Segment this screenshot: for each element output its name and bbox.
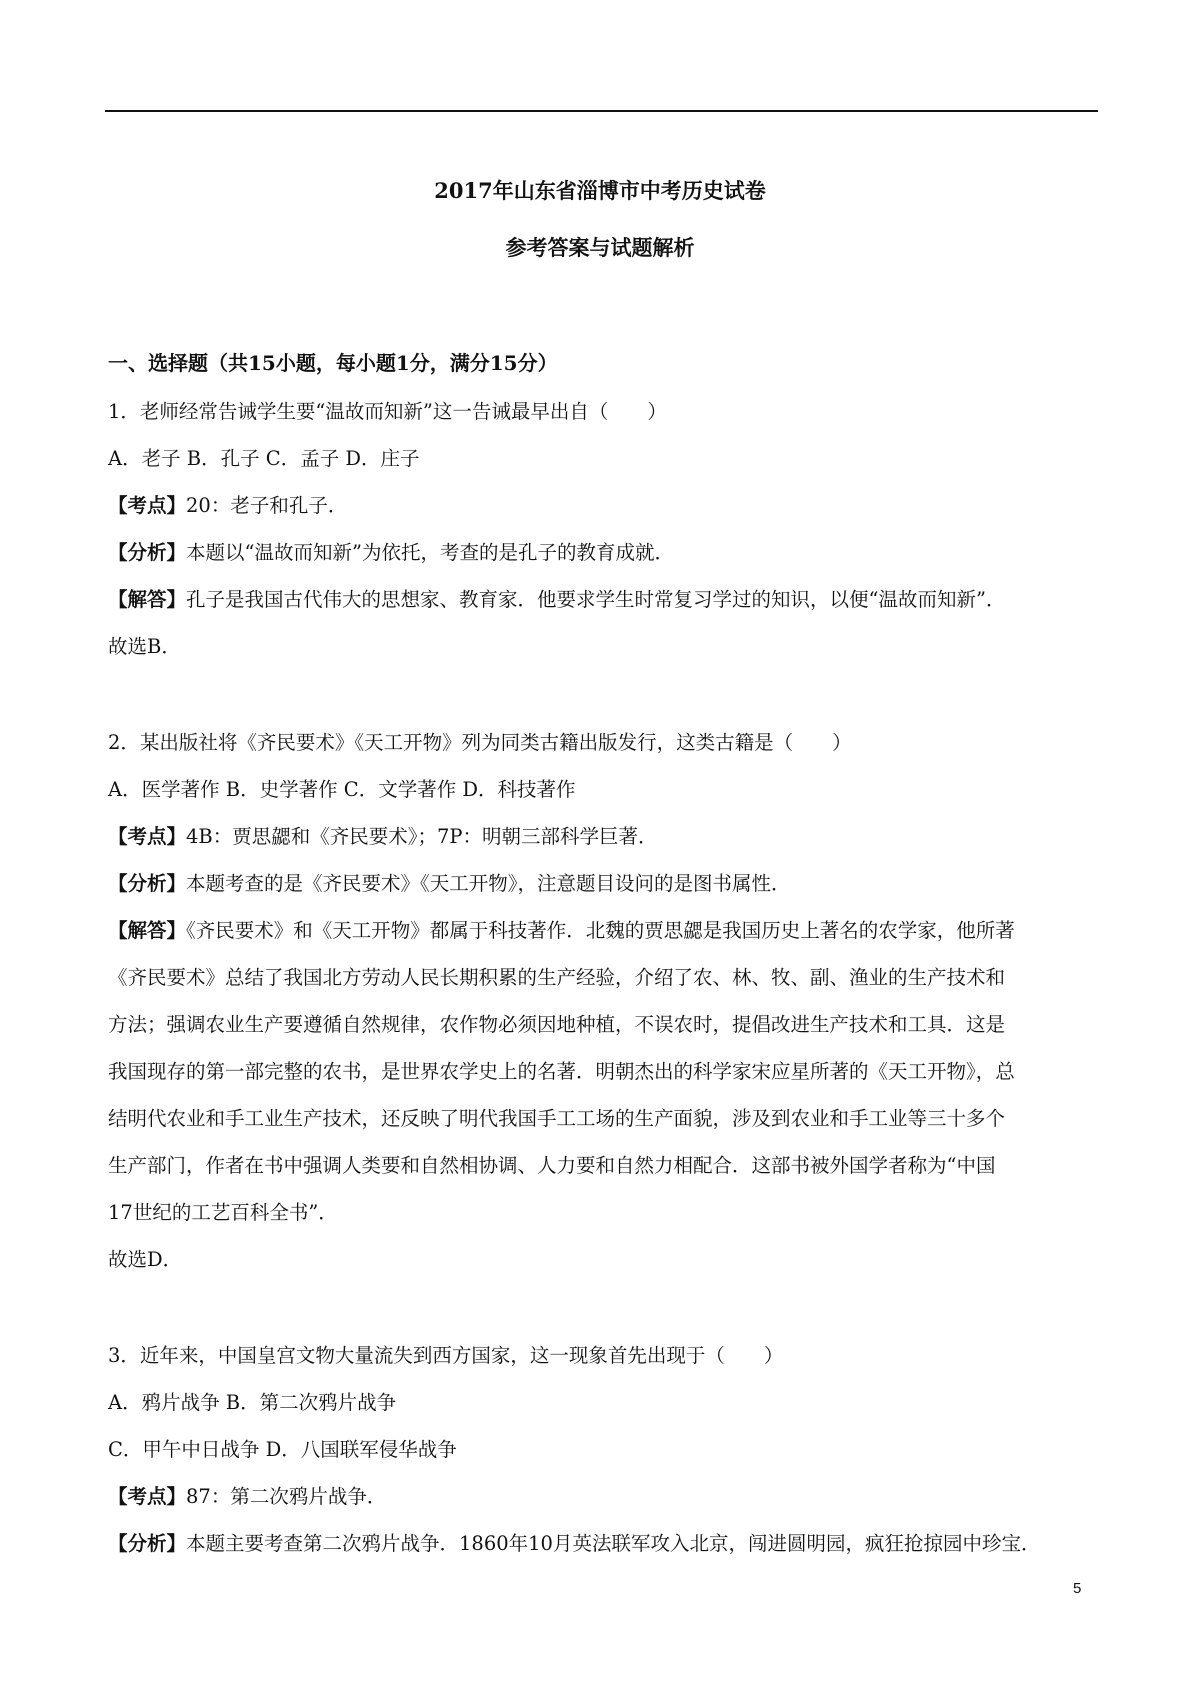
jieda-text-line: 《齐民要术》总结了我国北方劳动人民长期积累的生产经验，介绍了农、林、牧、副、渔业的生产技术和 (108, 966, 1006, 989)
document-subtitle: 参考答案与试题解析 (505, 235, 695, 260)
question-2-answer: 故选D． (108, 1248, 183, 1271)
jieda-tag: 【解答】 (108, 919, 187, 942)
question-2-kaodian (108, 821, 658, 849)
kaodian-tag: 【考点】 (108, 494, 187, 517)
question-2-options: A．医学著作 B．史学著作 C．文学著作 D．科技著作 (108, 778, 576, 801)
jieda-text-line: 《齐民要术》和《天工开物》都属于科技著作．北魏的贾思勰是我国历史上著名的农学家，他所著 (186, 919, 1015, 942)
fenxi-text: 本题考查的是《齐民要术》《天工开物》，注意题目设问的是图书属性． (186, 872, 791, 895)
fenxi-tag: 【分析】 (108, 872, 187, 895)
question-3-options-row-1: A．鸦片战争 B．第二次鸦片战争 (108, 1391, 397, 1414)
question-3-fenxi (108, 1528, 1040, 1556)
question-3-kaodian (108, 1481, 386, 1509)
kaodian-text: 4B：贾思勰和《齐民要术》；7P：明朝三部科学巨著． (186, 825, 658, 848)
kaodian-tag: 【考点】 (108, 825, 187, 848)
question-1-jieda (108, 584, 1005, 612)
jieda-text-line: 方法；强调农业生产要遵循自然规律，农作物必须因地种植，不误农时，提倡改进生产技术和工具．这是 (108, 1013, 1006, 1036)
jieda-text-line: 结明代农业和手工业生产技术，还反映了明代我国手工工场的生产面貌，涉及到农业和手工业等三十多个 (108, 1107, 1006, 1130)
question-1-kaodian (108, 490, 347, 518)
jieda-text-line: 生产部门，作者在书中强调人类要和自然相协调、人力要和自然力相配合．这部书被外国学者称为“中国 (108, 1154, 996, 1177)
page-number: 5 (1073, 1580, 1082, 1597)
kaodian-text: 20：老子和孔子． (186, 494, 348, 517)
question-3-options-row-2: C．甲午中日战争 D．八国联军侵华战争 (108, 1438, 457, 1461)
question-1-options: A．老子 B．孔子 C．孟子 D．庄子 (108, 447, 420, 470)
jieda-text: 孔子是我国古代伟大的思想家、教育家．他要求学生时常复习学过的知识，以便“温故而知新”． (186, 588, 1006, 611)
section-header: 一、选择题（共15小题，每小题1分，满分15分） (108, 351, 558, 375)
jieda-tag: 【解答】 (108, 588, 187, 611)
fenxi-text: 本题以“温故而知新”为依托，考查的是孔子的教育成就． (186, 541, 674, 564)
kaodian-text: 87：第二次鸦片战争． (186, 1485, 387, 1508)
document-title: 2017年山东省淄博市中考历史试卷 (434, 178, 766, 203)
jieda-text-line: 17世纪的工艺百科全书”． (108, 1201, 338, 1224)
question-2-jieda (108, 915, 1015, 943)
question-1-stem: 1．老师经常告诫学生要“温故而知新”这一告诫最早出自（ ） (108, 400, 667, 423)
header-rule (105, 110, 1098, 112)
fenxi-tag: 【分析】 (108, 541, 187, 564)
jieda-text-line: 我国现存的第一部完整的农书，是世界农学史上的名著．明朝杰出的科学家宋应星所著的《天工开物》，总 (108, 1060, 1015, 1083)
fenxi-tag: 【分析】 (108, 1532, 187, 1555)
question-1-fenxi (108, 537, 674, 565)
question-3-stem: 3．近年来，中国皇宫文物大量流失到西方国家，这一现象首先出现于（ ） (108, 1344, 784, 1367)
question-1-answer: 故选B． (108, 635, 181, 658)
question-2-stem: 2．某出版社将《齐民要术》《天工开物》列为同类古籍出版发行，这类古籍是（ ） (108, 731, 852, 754)
kaodian-tag: 【考点】 (108, 1485, 187, 1508)
fenxi-text: 本题主要考查第二次鸦片战争．1860年10月英法联军攻入北京，闯进圆明园，疯狂抢掠园中珍宝． (186, 1532, 1041, 1555)
question-2-fenxi (108, 868, 791, 896)
